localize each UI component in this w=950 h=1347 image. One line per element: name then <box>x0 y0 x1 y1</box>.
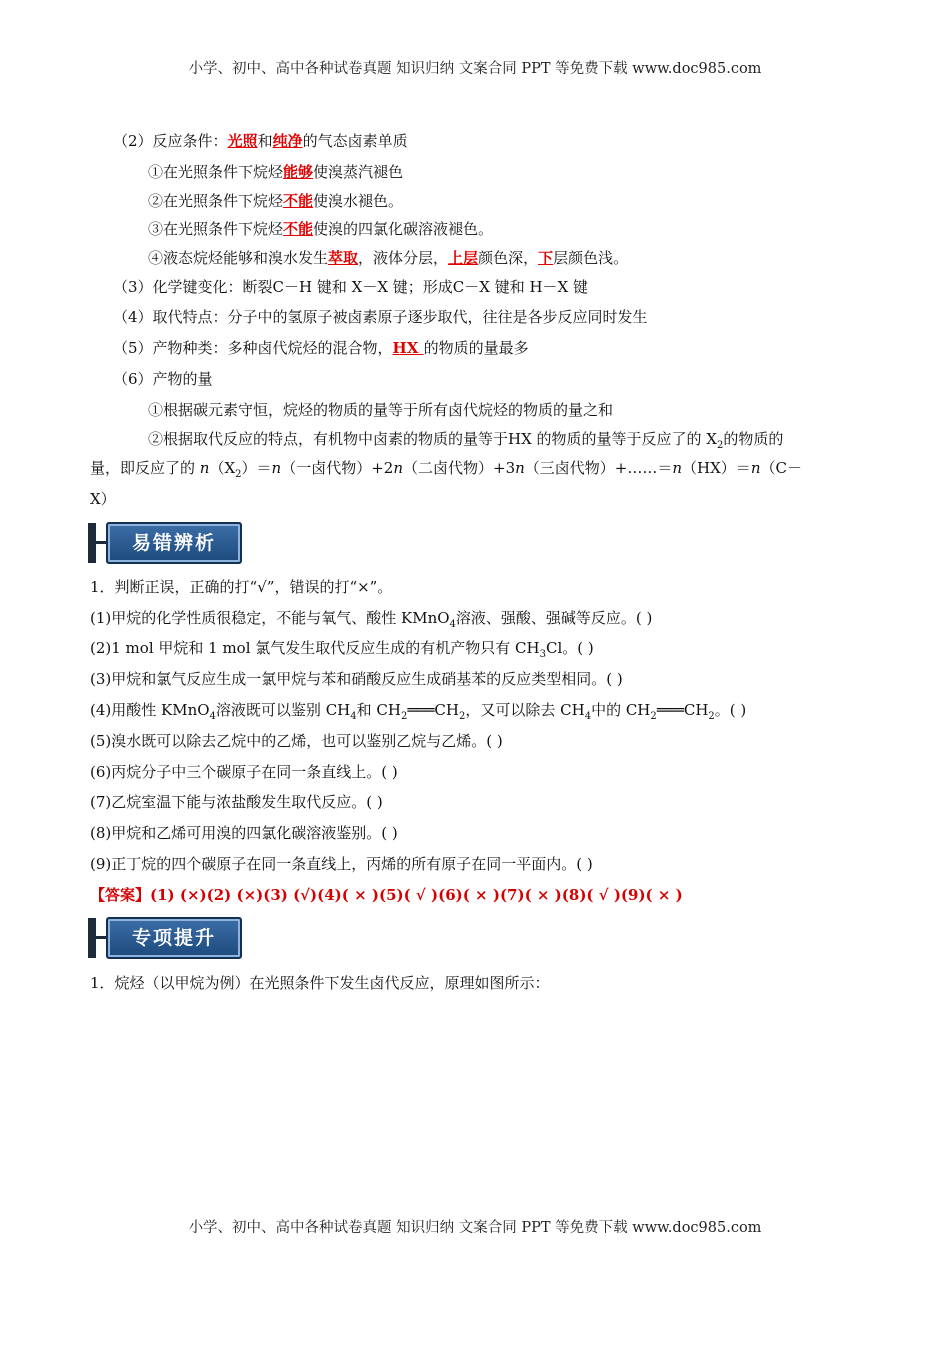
section-6-formula-end: X） <box>90 490 116 508</box>
quiz-intro: 1．判断正误，正确的打“√”，错误的打“×”。 <box>90 578 393 596</box>
section-3: （3）化学键变化：断裂C－H 键和 X－X 键；形成C－X 键和 H－X 键 <box>113 278 588 296</box>
quiz-item-4: (4)用酸性 KMnO$_4$溶液既可以鉴别 $CH_4$和 $CH_2═══CH_2$，又可以除去 $CH_4$中的 $CH_2═══CH_2$。( ) <box>90 701 747 722</box>
quiz-item-2: (2)1 mol 甲烷和 1 mol 氯气发生取代反应生成的有机产物只有 $CH_3Cl$。( ) <box>90 639 594 660</box>
section-6-formula: 量，即反应了的 $n(X_2)=n$（一卤代物）+2n（二卤代物）+3n（三卤代物）+……＝n（HX）＝n（C－ <box>90 459 802 480</box>
section-6-point-1: ①根据碳元素守恒，烷烃的物质的量等于所有卤代烷烃的物质的量之和 <box>148 401 614 419</box>
page-header: 小学、初中、高中各种试卷真题 知识归纳 文案合同 PPT 等免费下载 www.doc985.com <box>188 61 762 77</box>
condition-item-2: ②在光照条件下烷烃不能使溴水褪色。 <box>148 192 404 210</box>
quiz-item-3: (3)甲烷和氯气反应生成一氯甲烷与苯和硝酸反应生成硝基苯的反应类型相同。( ) <box>90 670 623 688</box>
condition-item-4: ④液态烷烃能够和溴水发生萃取，液体分层，上层颜色深，下层颜色浅。 <box>148 249 629 267</box>
quiz-item-1: (1)甲烷的化学性质很稳定，不能与氧气、酸性 KMnO$_4$溶液、强酸、强碱等反应。( ) <box>90 609 653 630</box>
quiz-item-8: (8)甲烷和乙烯可用溴的四氯化碳溶液鉴别。( ) <box>90 824 398 842</box>
condition-item-1: ①在光照条件下烷烃能够使溴蒸汽褪色 <box>148 163 404 181</box>
quiz-item-5: (5)溴水既可以除去乙烷中的乙烯，也可以鉴别乙烷与乙烯。( ) <box>90 732 503 750</box>
quiz-item-7: (7)乙烷室温下能与浓盐酸发生取代反应。( ) <box>90 793 383 811</box>
topic-statement: 1．烷烃（以甲烷为例）在光照条件下发生卤代反应，原理如图所示： <box>90 974 550 992</box>
section-6-point-2: ②根据取代反应的特点，有机物中卤素的物质的量等于HX 的物质的量等于反应了的 $X_2$的物质的 <box>148 430 784 451</box>
answer-key: 【答案】(1) (×)(2) (×)(3) (√)(4)( × )(5)( √ )(6)( × )(7)( × )(8)( √ )(9)( × ) <box>90 886 683 904</box>
banner-common-mistakes: 易错辨析 <box>88 520 243 566</box>
quiz-item-9: (9)正丁烷的四个碳原子在同一条直线上，丙烯的所有原子在同一平面内。( ) <box>90 855 593 873</box>
section-5: （5）产物种类：多种卤代烷烃的混合物，HX 的物质的量最多 <box>113 339 529 357</box>
section-2-title: （2）反应条件：光照和纯净的气态卤素单质 <box>113 132 408 150</box>
section-4: （4）取代特点：分子中的氢原子被卤素原子逐步取代，往往是各步反应同时发生 <box>113 308 648 326</box>
banner-special-improvement: 专项提升 <box>88 915 243 961</box>
condition-item-3: ③在光照条件下烷烃不能使溴的四氯化碳溶液褪色。 <box>148 220 494 238</box>
section-6-title: （6）产物的量 <box>113 370 213 388</box>
page-footer: 小学、初中、高中各种试卷真题 知识归纳 文案合同 PPT 等免费下载 www.doc985.com <box>188 1220 762 1236</box>
quiz-item-6: (6)丙烷分子中三个碳原子在同一条直线上。( ) <box>90 763 398 781</box>
